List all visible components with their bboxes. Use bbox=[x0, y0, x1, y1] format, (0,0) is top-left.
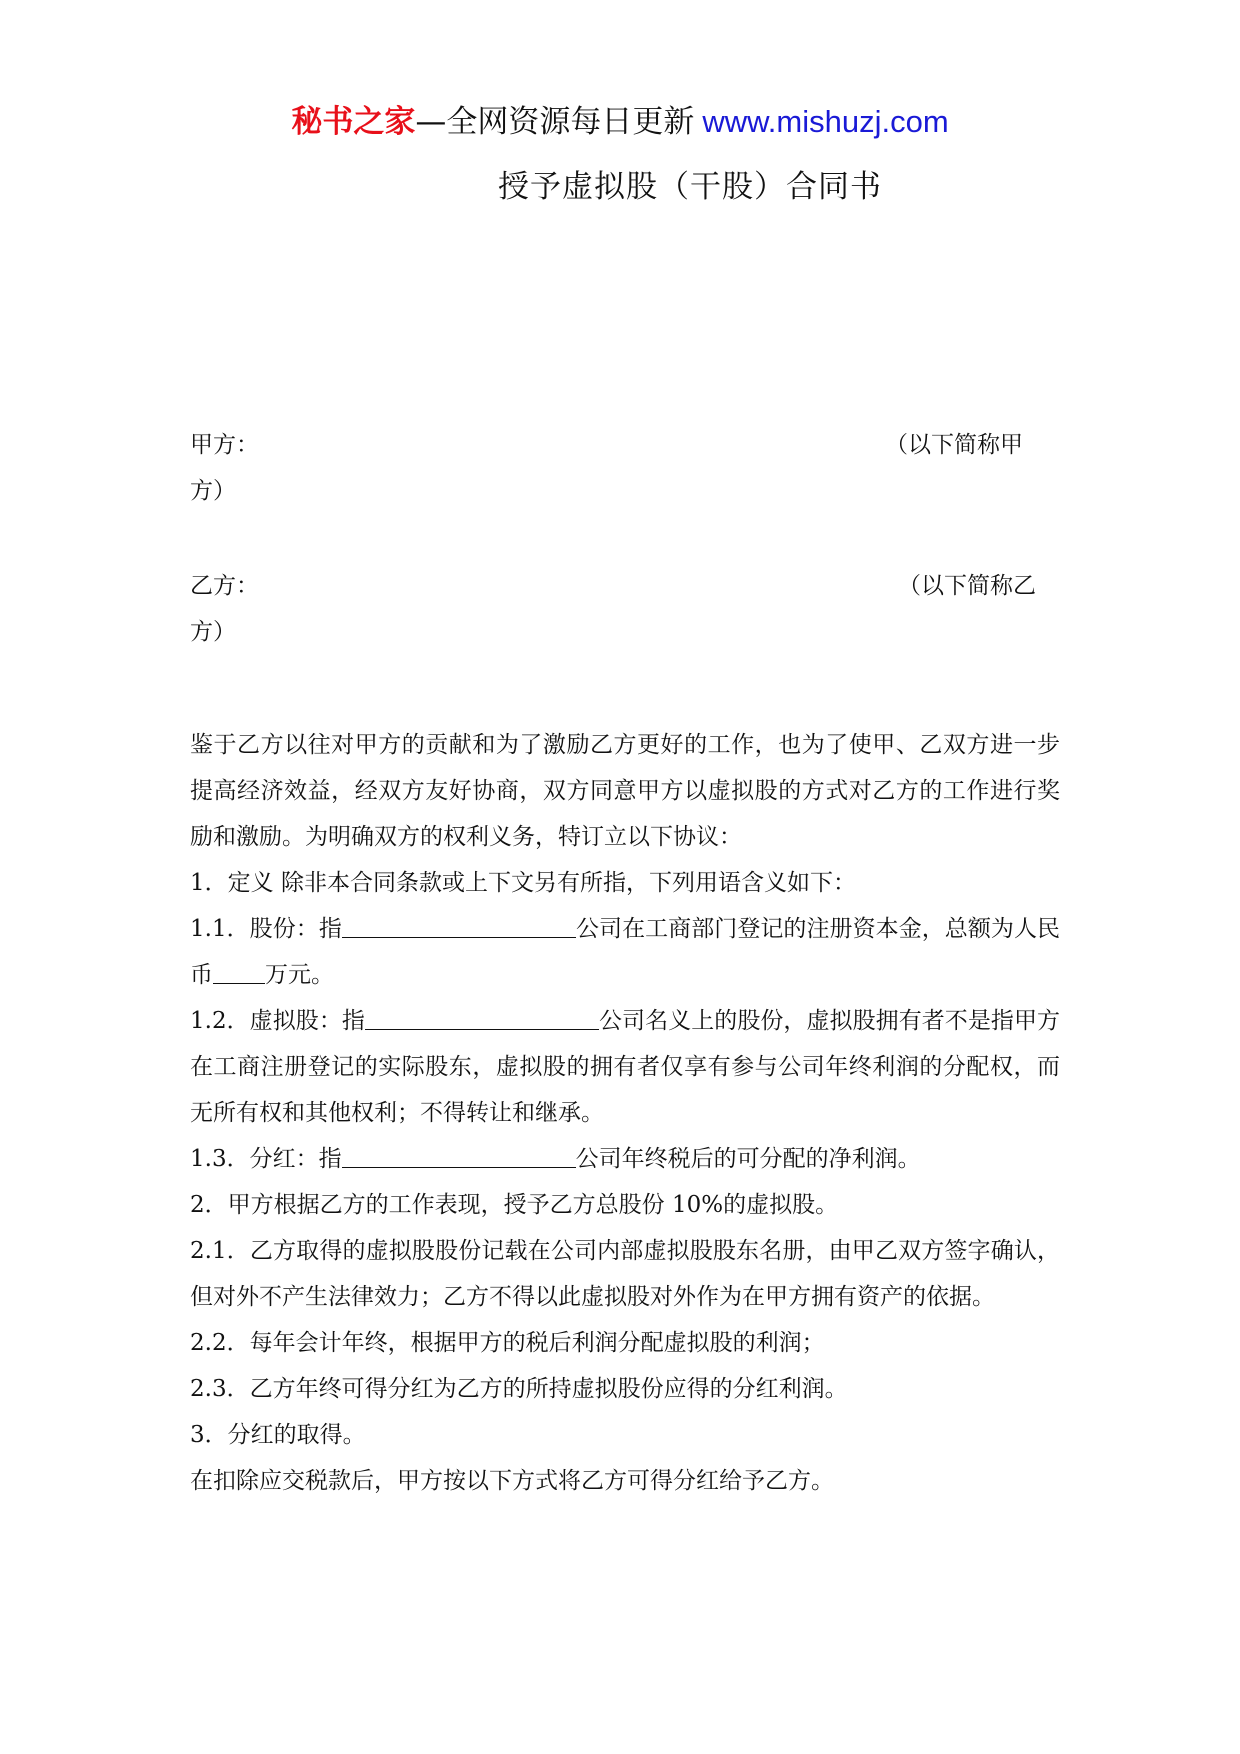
site-banner bbox=[0, 100, 1240, 144]
party-b-block bbox=[190, 563, 1050, 655]
party-b-label: 乙方： bbox=[190, 573, 259, 599]
company-name-blank bbox=[365, 1001, 599, 1030]
clause-1-2-prefix: 1.2．虚拟股：指 bbox=[190, 1008, 365, 1034]
clause-1-1-suffix: 万元。 bbox=[265, 962, 334, 988]
clause-2-3-entitlement: 2.3．乙方年终可得分红为乙方的所持虚拟股份应得的分红利润。 bbox=[190, 1376, 848, 1402]
party-a-label: 甲方： bbox=[190, 432, 259, 458]
document-title: 授予虚拟股（干股）合同书 bbox=[498, 169, 882, 205]
party-a-tail: 方） bbox=[190, 478, 236, 504]
clause-3-heading: 3．分红的取得。 bbox=[190, 1422, 366, 1448]
company-name-blank bbox=[342, 909, 576, 938]
party-b-note: （以下简称乙 bbox=[898, 573, 1036, 599]
clause-2-2-distribution: 2.2．每年会计年终，根据甲方的税后利润分配虚拟股的利润； bbox=[190, 1330, 825, 1356]
clause-3-text: 在扣除应交税款后，甲方按以下方式将乙方可得分红给予乙方。 bbox=[190, 1468, 834, 1494]
clause-1-1-middle: 公司在工商部门登记的注册资本金，总额为人民币 bbox=[190, 916, 1061, 988]
amount-blank bbox=[213, 955, 265, 984]
clause-1-3-prefix: 1.3．分红：指 bbox=[190, 1146, 342, 1172]
site-url-link[interactable]: www.mishuzj.com bbox=[702, 104, 949, 139]
clause-1-definitions: 1．定义 除非本合同条款或上下文另有所指，下列用语含义如下： bbox=[190, 870, 856, 896]
party-b-tail: 方） bbox=[190, 619, 236, 645]
contract-body bbox=[190, 722, 1060, 1504]
company-name-blank bbox=[342, 1139, 576, 1168]
clause-2-grant: 2．甲方根据乙方的工作表现，授予乙方总股份 10%的虚拟股。 bbox=[190, 1192, 839, 1218]
clause-1-3-dividend bbox=[190, 1136, 1060, 1182]
brand-name: 秘书之家 bbox=[291, 104, 416, 140]
clause-1-3-text: 公司年终税后的可分配的净利润。 bbox=[575, 1146, 921, 1172]
clause-1-1-shares bbox=[190, 906, 1060, 998]
party-a-note: （以下简称甲 bbox=[885, 432, 1023, 458]
preamble-paragraph: 鉴于乙方以往对甲方的贡献和为了激励乙方更好的工作，也为了使甲、乙双方进一步提高经济效益，经双方友好协商，双方同意甲方以虚拟股的方式对乙方的工作进行奖励和激励。为明确双方的权利义务，特订立以下协议： bbox=[190, 732, 1060, 850]
banner-tagline: —全网资源每日更新 bbox=[415, 104, 695, 140]
clause-1-2-text: 公司名义上的股份，虚拟股拥有者不是指甲方在工商注册登记的实际股东，虚拟股的拥有者仅享有参与公司年终利润的分配权，而无所有权和其他权利；不得转让和继承。 bbox=[190, 1008, 1061, 1126]
clause-1-1-prefix: 1.1．股份：指 bbox=[190, 916, 342, 942]
clause-1-2-virtual-shares bbox=[190, 998, 1060, 1136]
party-a-block bbox=[190, 422, 1050, 514]
clause-2-1-registry: 2.1．乙方取得的虚拟股股份记载在公司内部虚拟股股东名册，由甲乙双方签字确认，但对外不产生法律效力；乙方不得以此虚拟股对外作为在甲方拥有资产的依据。 bbox=[190, 1238, 1060, 1310]
